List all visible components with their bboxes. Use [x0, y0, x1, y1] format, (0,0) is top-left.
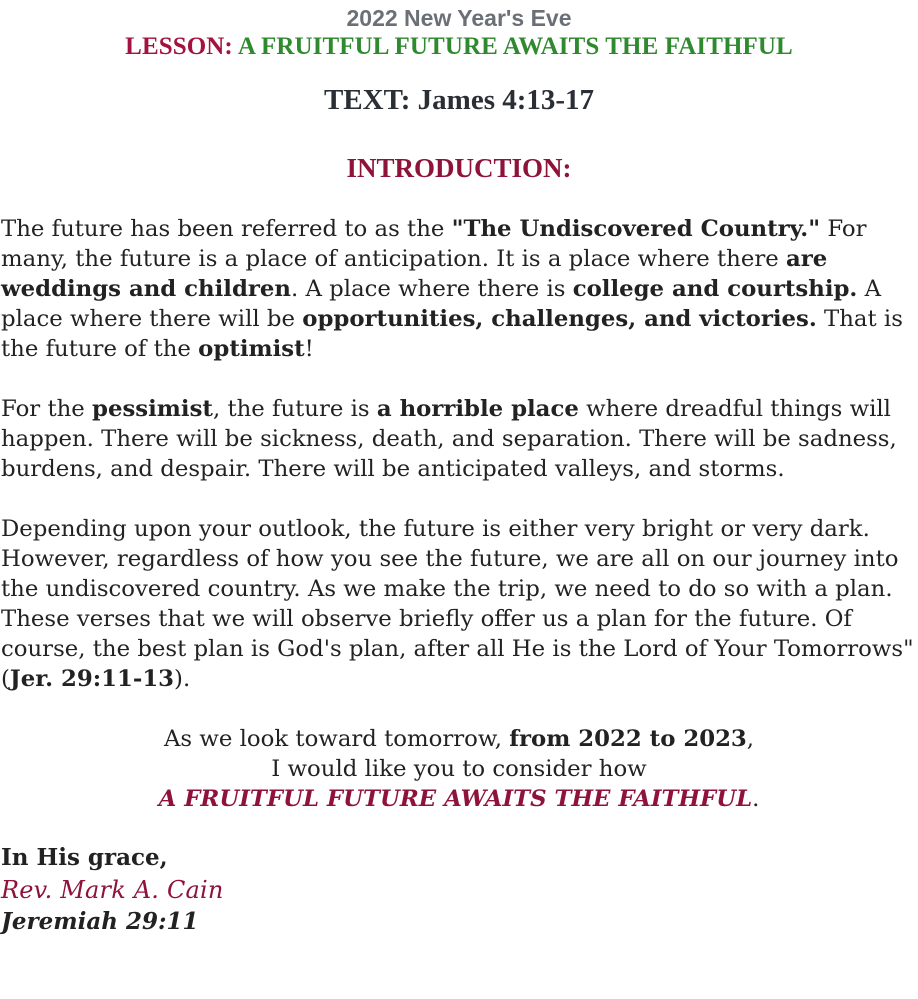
scripture-reference: TEXT: James 4:13-17 [323, 84, 595, 116]
text-run: A place where there will be [1, 276, 882, 332]
bold-run: Jer. 29:11-13 [9, 666, 175, 692]
text-run: Depending upon your outlook, the future is either very bright or very dark. However, regardless of how you see the future, we are all on our journey into the undiscovered country. As we make the trip, we need to do so with a plan. These verses that we will observe briefly offer us a plan for the future. Of course, the best plan is God's plan, after all He is the Lord of Your Tomorrows" ( [1, 516, 914, 692]
text-run: . A place where there is [290, 276, 573, 302]
lesson-title: A FRUITFUL FUTURE AWAITS THE FAITHFUL [237, 33, 793, 60]
signature-greeting: In His grace, [1, 844, 168, 871]
signature-block [0, 842, 918, 938]
occasion-title: 2022 New Year's Eve [346, 5, 572, 31]
paragraph-pessimist [0, 394, 918, 484]
text-run: The future has been referred to as the [1, 216, 452, 242]
bold-run: "The Undiscovered Country." [451, 216, 821, 242]
paragraph-outlook [0, 514, 918, 694]
bold-run: optimist [198, 336, 305, 362]
text-run: For the [1, 396, 93, 422]
text-run: That is the future of the [1, 306, 903, 362]
signature-verse: Jeremiah 29:11 [1, 908, 199, 935]
closing-line-3 [0, 784, 918, 814]
closing-line-1 [0, 724, 918, 754]
text-run: where dreadful things will happen. There will be sickness, death, and separation. There will be sadness, burdens, and despair. There will be anticipated valleys, and storms. [1, 396, 897, 482]
lesson-heading [0, 31, 918, 63]
text-run: For many, the future is a place of anticipation. It is a place where there [1, 216, 867, 272]
signature-name: Rev. Mark A. Cain [1, 876, 224, 904]
text-run: As we look toward tomorrow, [163, 726, 510, 752]
closing-statement [0, 724, 918, 814]
bold-run: opportunities, challenges, and victories. [302, 306, 817, 332]
bold-run: are weddings and children [1, 246, 828, 302]
bold-run: from 2022 to 2023 [509, 726, 747, 752]
text-run: , the future is [212, 396, 377, 422]
lesson-label: LESSON: [125, 33, 233, 60]
bold-run: college and courtship. [572, 276, 858, 302]
bold-run: pessimist [92, 396, 213, 422]
text-run: ). [174, 666, 191, 692]
text-run: , [746, 726, 755, 752]
bold-run: a horrible place [376, 396, 579, 422]
section-heading: INTRODUCTION: [346, 153, 572, 183]
paragraph-optimist [0, 214, 918, 364]
closing-line-2: I would like you to consider how [271, 756, 647, 782]
closing-emphasis: A FRUITFUL FUTURE AWAITS THE FAITHFUL [158, 786, 753, 812]
text-run: ! [304, 336, 314, 362]
text-run: . [752, 786, 760, 812]
